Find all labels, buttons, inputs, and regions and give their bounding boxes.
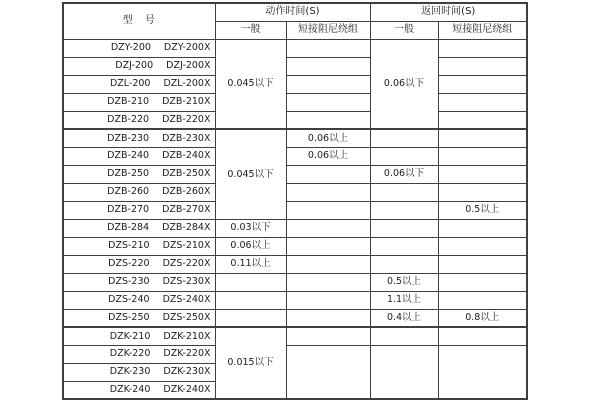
- table-row: [63, 147, 527, 165]
- model-cell: [63, 111, 215, 129]
- table-row: [63, 57, 527, 75]
- model-cell: [63, 363, 215, 381]
- table-row: [63, 39, 527, 57]
- model-name-x: DZB-230X: [162, 132, 211, 144]
- return-general-cell: [370, 147, 438, 165]
- model-cell: [63, 147, 215, 165]
- model-cell: [63, 165, 215, 183]
- model-name-x: DZL-200X: [163, 78, 211, 90]
- action-general-cell: [215, 273, 286, 291]
- model-name: DZK-210: [109, 330, 151, 342]
- action-general-cell: 0.11以上: [215, 255, 286, 273]
- table-row: [63, 237, 527, 255]
- action-damping-cell: 0.06以上: [286, 129, 370, 147]
- return-general-header: 一般: [370, 21, 438, 39]
- return-damping-cell: [438, 219, 527, 237]
- model-name: DZJ-200: [115, 60, 154, 72]
- return-damping-cell: [438, 129, 527, 147]
- return-general-cell: 0.4以上: [370, 309, 438, 327]
- model-name-x: DZK-220X: [163, 348, 211, 360]
- table-row: [63, 129, 527, 147]
- model-name-x: DZS-240X: [162, 294, 211, 306]
- return-damping-cell: [438, 39, 527, 57]
- model-name: DZS-230: [108, 276, 150, 288]
- return-damping-header: 短接阻尼绕组: [438, 21, 527, 39]
- model-name-x: DZJ-200X: [166, 60, 211, 72]
- table-row: [63, 255, 527, 273]
- return-damping-cell: 0.5以上: [438, 201, 527, 219]
- return-damping-cell: [438, 183, 527, 201]
- model-cell: [63, 201, 215, 219]
- return-damping-cell: [438, 75, 527, 93]
- model-cell: [63, 273, 215, 291]
- return-damping-cell: [438, 147, 527, 165]
- model-name-x: DZB-284X: [162, 222, 211, 234]
- model-name-x: DZS-250X: [162, 312, 211, 323]
- model-name-x: DZB-250X: [162, 168, 211, 180]
- action-general-cell: 0.015以下: [215, 327, 286, 399]
- action-damping-cell: [286, 219, 370, 237]
- action-damping-cell: [286, 291, 370, 309]
- model-cell: [63, 219, 215, 237]
- action-damping-cell: [286, 255, 370, 273]
- model-cell: [63, 381, 215, 399]
- return-general-cell: [370, 345, 438, 399]
- table-row: [63, 309, 527, 327]
- model-name: DZS-220: [108, 258, 150, 270]
- return-damping-cell: [438, 345, 527, 399]
- model-name: DZS-250: [108, 312, 150, 323]
- table-row: [63, 93, 527, 111]
- return-general-cell: [370, 183, 438, 201]
- return-damping-cell: [438, 111, 527, 129]
- model-cell: [63, 57, 215, 75]
- model-name: DZY-200: [110, 42, 151, 54]
- return-damping-cell: [438, 327, 527, 345]
- model-cell: [63, 129, 215, 147]
- action-damping-cell: [286, 111, 370, 129]
- table-row: [63, 219, 527, 237]
- action-damping-cell: [286, 237, 370, 255]
- model-name: DZS-210: [108, 240, 150, 252]
- model-name-x: DZB-210X: [162, 96, 211, 108]
- table-row: [63, 327, 527, 345]
- model-name-x: DZK-230X: [163, 366, 211, 378]
- return-general-cell: [370, 327, 438, 345]
- model-name-x: DZS-220X: [162, 258, 211, 270]
- table-row: [63, 165, 527, 183]
- model-cell: [63, 93, 215, 111]
- model-name-x: DZS-210X: [162, 240, 211, 252]
- model-cell: [63, 183, 215, 201]
- return-damping-cell: [438, 291, 527, 309]
- model-cell: [63, 327, 215, 345]
- table-row: [63, 273, 527, 291]
- table-row: [63, 291, 527, 309]
- model-name: DZB-240: [107, 150, 150, 162]
- return-damping-cell: [438, 273, 527, 291]
- table-row: [63, 201, 527, 219]
- model-cell: [63, 291, 215, 309]
- table-row: [63, 345, 527, 363]
- return-damping-cell: [438, 255, 527, 273]
- model-name-x: DZB-220X: [162, 114, 211, 125]
- model-cell: [63, 255, 215, 273]
- model-cell: [63, 75, 215, 93]
- action-general-cell: 0.045以下: [215, 39, 286, 129]
- model-name-x: DZK-240X: [163, 384, 211, 395]
- model-name: DZK-230: [109, 366, 151, 378]
- return-time-header: 返回时间(S): [370, 3, 527, 21]
- return-damping-cell: [438, 93, 527, 111]
- model-name: DZB-260: [107, 186, 150, 198]
- return-general-cell: 0.06以下: [370, 165, 438, 183]
- model-cell: [63, 309, 215, 327]
- model-column-header: 型 号: [63, 3, 215, 39]
- model-name: DZL-200: [109, 78, 151, 90]
- action-damping-cell: [286, 165, 370, 183]
- action-time-header: 动作时间(S): [215, 3, 370, 21]
- model-cell: [63, 237, 215, 255]
- header-row-1: [63, 3, 527, 21]
- model-name: DZB-230: [107, 132, 150, 144]
- model-name: DZB-270: [107, 204, 150, 216]
- table-row: [63, 111, 527, 129]
- model-name: DZK-240: [109, 384, 151, 395]
- model-name-x: DZY-200X: [163, 42, 211, 54]
- action-damping-cell: [286, 57, 370, 75]
- return-general-cell: [370, 255, 438, 273]
- action-damping-cell: [286, 75, 370, 93]
- action-general-cell: 0.045以下: [215, 129, 286, 219]
- action-damping-cell: [286, 183, 370, 201]
- action-general-cell: [215, 309, 286, 327]
- return-general-cell: 0.06以下: [370, 39, 438, 129]
- action-general-cell: [215, 291, 286, 309]
- action-general-cell: 0.03以下: [215, 219, 286, 237]
- action-damping-cell: [286, 309, 370, 327]
- action-damping-cell: [286, 39, 370, 57]
- model-name-x: DZB-270X: [162, 204, 211, 216]
- return-general-cell: [370, 237, 438, 255]
- model-cell: [63, 39, 215, 57]
- model-cell: [63, 345, 215, 363]
- model-name: DZK-220: [109, 348, 151, 360]
- model-name-x: DZS-230X: [162, 276, 211, 288]
- action-general-header: 一般: [215, 21, 286, 39]
- return-general-cell: 1.1以上: [370, 291, 438, 309]
- return-general-cell: [370, 129, 438, 147]
- model-name: DZB-250: [107, 168, 150, 180]
- model-name-x: DZB-260X: [162, 186, 211, 198]
- model-name: DZB-284: [107, 222, 150, 234]
- model-name: DZS-240: [108, 294, 150, 306]
- table-row: [63, 75, 527, 93]
- relay-spec-table: [62, 2, 528, 400]
- action-damping-cell: [286, 201, 370, 219]
- table-row: [63, 183, 527, 201]
- return-damping-cell: 0.8以上: [438, 309, 527, 327]
- action-damping-header: 短接阻尼绕组: [286, 21, 370, 39]
- model-name: DZB-220: [107, 114, 150, 125]
- action-damping-cell: 0.06以上: [286, 147, 370, 165]
- action-damping-cell: [286, 345, 370, 399]
- model-name-x: DZB-240X: [162, 150, 211, 162]
- model-name-x: DZK-210X: [163, 330, 211, 342]
- return-damping-cell: [438, 237, 527, 255]
- action-damping-cell: [286, 327, 370, 345]
- model-name: DZB-210: [107, 96, 150, 108]
- return-general-cell: [370, 219, 438, 237]
- return-general-cell: [370, 201, 438, 219]
- action-damping-cell: [286, 93, 370, 111]
- action-general-cell: 0.06以上: [215, 237, 286, 255]
- return-damping-cell: [438, 57, 527, 75]
- return-damping-cell: [438, 165, 527, 183]
- return-general-cell: 0.5以上: [370, 273, 438, 291]
- action-damping-cell: [286, 273, 370, 291]
